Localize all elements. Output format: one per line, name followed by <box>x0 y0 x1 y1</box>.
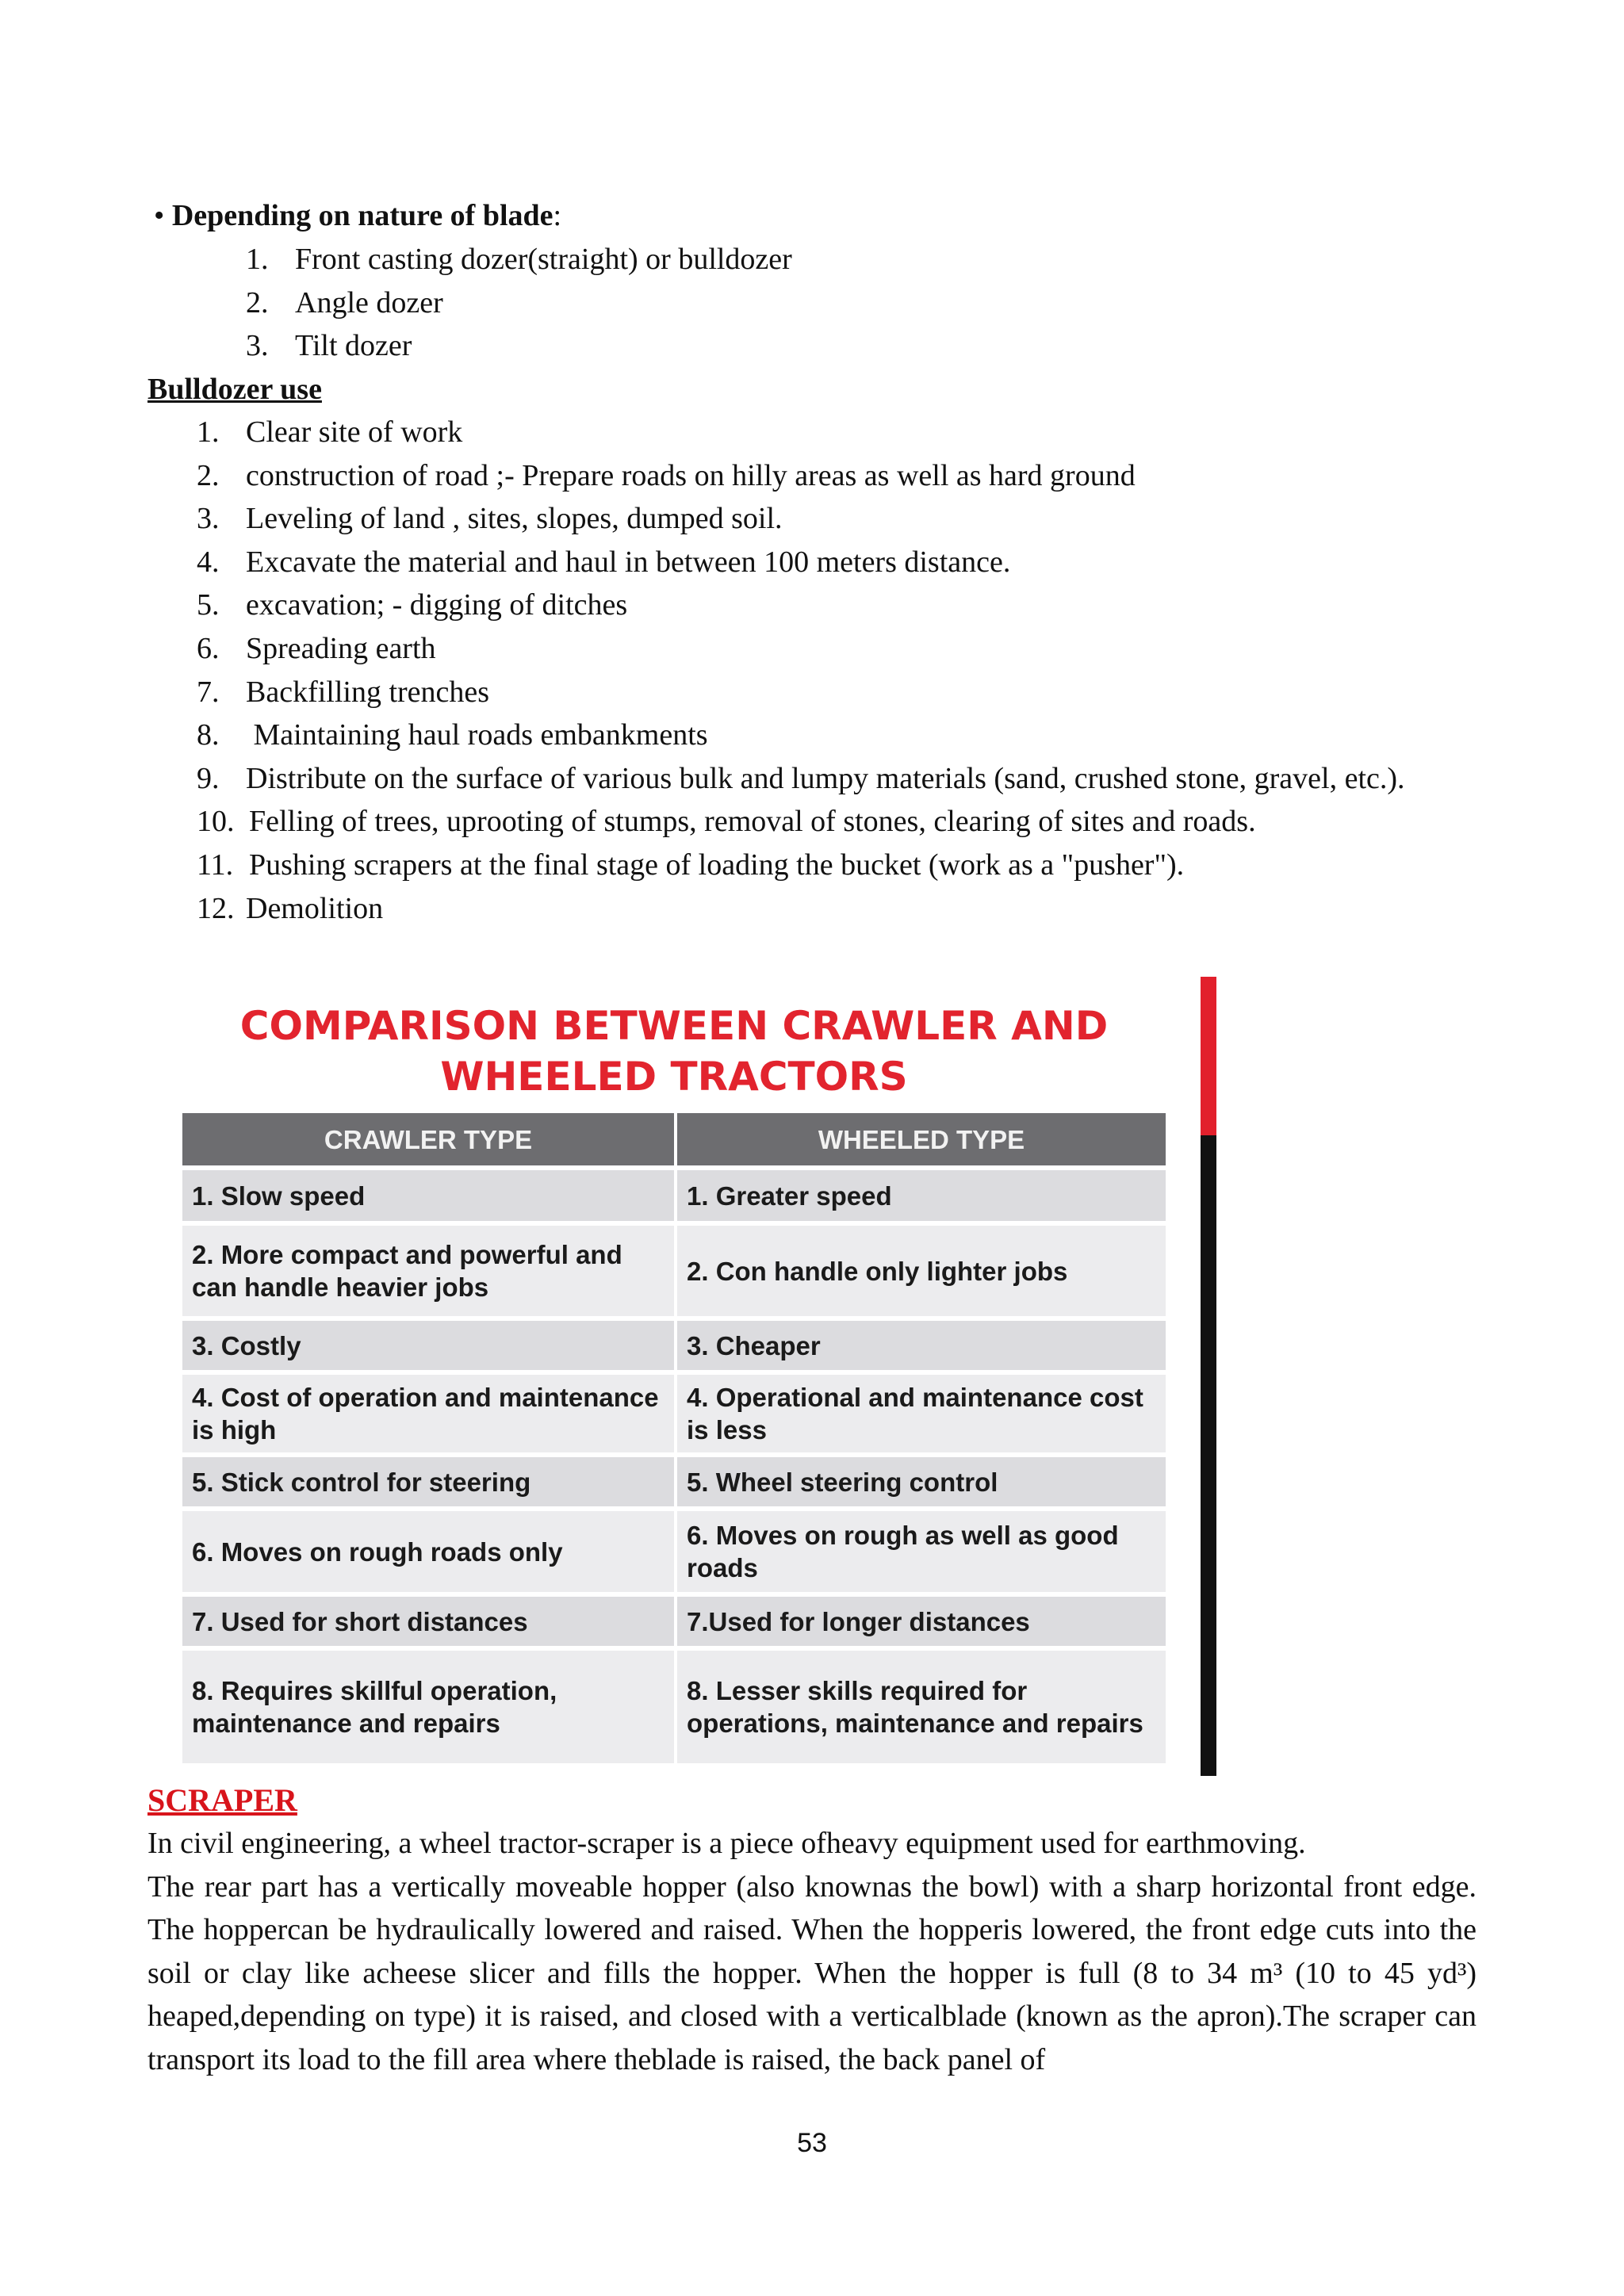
list-text: construction of road ;- Prepare roads on hilly areas as well as hard ground <box>246 458 1136 492</box>
list-text: excavation; - digging of ditches <box>246 588 628 622</box>
table-row <box>182 1511 1166 1592</box>
table-cell: 2. Con handle only lighter jobs <box>674 1226 1166 1316</box>
accent-bar-black <box>1201 1135 1216 1776</box>
blade-heading-colon: : <box>553 199 562 232</box>
list-item <box>197 627 1475 671</box>
table-row <box>182 1597 1166 1646</box>
table-cell: 1. Slow speed <box>182 1170 674 1221</box>
list-text: Excavate the material and haul in between 100 meters distance. <box>246 545 1011 579</box>
table-cell: 5. Wheel steering control <box>674 1457 1166 1506</box>
table-cell: 4. Operational and maintenance cost is less <box>674 1375 1166 1452</box>
list-text: Angle dozer <box>295 285 443 320</box>
list-number: 3. <box>197 502 220 536</box>
list-number: 1. <box>246 243 269 276</box>
list-text: Demolition <box>246 891 384 925</box>
list-text: Tilt dozer <box>295 329 412 363</box>
comparison-title <box>182 1001 1166 1102</box>
list-number: 4. <box>197 545 220 579</box>
bullet: • <box>154 199 165 232</box>
comparison-table <box>182 1108 1166 1768</box>
table-cell: 8. Lesser skills required for operations, maintenance and repairs <box>674 1651 1166 1763</box>
list-item <box>197 454 1475 498</box>
list-text: Front casting dozer(straight) or bulldozer <box>295 243 792 276</box>
table-cell: 3. Costly <box>182 1321 674 1370</box>
list-text: Felling of trees, uprooting of stumps, removal of stones, clearing of sites and roads. <box>249 805 1256 839</box>
column-header-wheeled: WHEELED TYPE <box>674 1113 1166 1165</box>
table-cell: 2. More compact and powerful and can handle heavier jobs <box>182 1226 674 1316</box>
comparison-title-line2: WHEELED TRACTORS <box>440 1054 908 1100</box>
list-text: Backfilling trenches <box>246 675 490 709</box>
list-text: Distribute on the surface of various bulk and lumpy materials (sand, crushed stone, gravel, etc.). <box>246 761 1405 795</box>
list-item <box>197 411 1475 454</box>
list-item <box>246 281 959 325</box>
list-text: Spreading earth <box>246 631 436 665</box>
list-text: Pushing scrapers at the final stage of loading the bucket (work as a "pusher"). <box>249 848 1185 882</box>
list-item <box>246 324 959 368</box>
list-item <box>197 497 1475 541</box>
page-number: 53 <box>797 2128 827 2158</box>
list-number: 6. <box>197 631 220 665</box>
list-number: 5. <box>197 588 220 622</box>
list-item <box>197 844 1475 887</box>
list-number: 2. <box>197 458 220 492</box>
table-cell: 1. Greater speed <box>674 1170 1166 1221</box>
table-cell: 5. Stick control for steering <box>182 1457 674 1506</box>
comparison-title-line1: COMPARISON BETWEEN CRAWLER AND <box>239 1003 1109 1049</box>
table-row <box>182 1170 1166 1221</box>
list-item <box>197 714 1475 757</box>
list-item <box>197 541 1475 584</box>
list-item <box>197 887 1475 931</box>
accent-bar-red <box>1201 977 1216 1135</box>
bulldozer-use-heading: Bulldozer use <box>147 373 322 406</box>
list-item <box>246 238 959 281</box>
table-cell: 8. Requires skillful operation, maintenance and repairs <box>182 1651 674 1763</box>
list-number: 1. <box>197 415 220 449</box>
list-number: 8. <box>197 718 220 752</box>
table-cell: 6. Moves on rough as well as good roads <box>674 1511 1166 1592</box>
list-item <box>197 757 1475 801</box>
list-number: 10. <box>197 805 235 839</box>
list-text: Clear site of work <box>246 415 463 449</box>
list-number: 7. <box>197 675 220 709</box>
scraper-paragraph-1: In civil engineering, a wheel tractor-scraper is a piece ofheavy equipment used for earthmoving. <box>147 1827 1306 1860</box>
list-item <box>197 671 1475 714</box>
table-cell: 7. Used for short distances <box>182 1597 674 1646</box>
table-cell: 6. Moves on rough roads only <box>182 1511 674 1592</box>
scraper-description <box>147 1822 1477 2082</box>
list-number: 3. <box>246 329 269 363</box>
table-row <box>182 1321 1166 1370</box>
scraper-paragraph-2: The rear part has a vertically moveable hopper (also knownas the bowl) with a sharp horizontal front edge. The hoppercan be hydraulically lowered and raised. When the hopperis lowered, the front edge cuts into the soil or clay like acheese slicer and fills the hopper. When the hopper is full (8 to 34 m³ (10 to 45 yd³) heaped,depending on type) it is raised, and closed with a verticalblade (known as the apron).The scraper can transport its load to the fill area where theblade is raised, the back panel of <box>147 1869 1477 2076</box>
list-text: Maintaining haul roads embankments <box>246 718 708 752</box>
list-number: 2. <box>246 285 269 320</box>
blade-type-list <box>246 238 959 368</box>
list-item <box>197 584 1475 627</box>
table-cell: 7.Used for longer distances <box>674 1597 1166 1646</box>
column-header-crawler: CRAWLER TYPE <box>182 1113 674 1165</box>
table-row <box>182 1226 1166 1316</box>
blade-heading-text: Depending on nature of blade <box>171 199 553 232</box>
list-number: 11. <box>197 848 234 882</box>
table-cell: 3. Cheaper <box>674 1321 1166 1370</box>
blade-heading <box>154 194 561 237</box>
list-number: 9. <box>197 761 220 795</box>
list-item <box>197 800 1475 844</box>
table-row <box>182 1651 1166 1763</box>
list-number: 12. <box>197 891 235 925</box>
table-row <box>182 1375 1166 1452</box>
list-text: Leveling of land , sites, slopes, dumped soil. <box>246 502 783 536</box>
scraper-heading: SCRAPER <box>147 1782 297 1818</box>
table-row <box>182 1457 1166 1506</box>
bulldozer-use-list <box>197 411 1475 930</box>
table-cell: 4. Cost of operation and maintenance is high <box>182 1375 674 1452</box>
table-header-row <box>182 1113 1166 1165</box>
